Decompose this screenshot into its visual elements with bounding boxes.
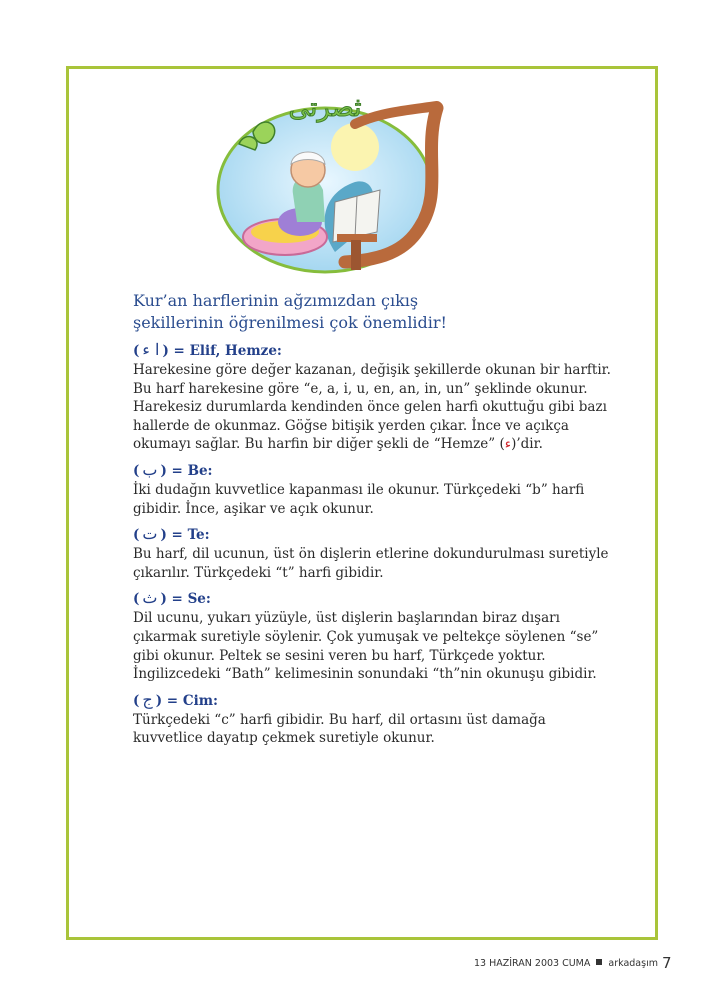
footer-magazine: arkadaşım <box>608 958 658 969</box>
letter-description: Bu harf, dil ucunun, üst ön dişlerin etlerine dokundurulması suretiyle çıkarılır. Türkçedeki “t” harfi gibidir. <box>133 546 609 581</box>
letter-description: İki dudağın kuvvetlice kapanması ile okunur. Türkçedeki “b” harfi gibidir. İnce, aşikar ve açık okunur. <box>133 481 585 517</box>
letter-heading: ( ا ء ) = Elif, Hemze: <box>133 340 282 359</box>
letter-name: Cim: <box>182 692 218 709</box>
letter-entry-be <box>133 460 613 518</box>
headline-line-2: şekillerinin öğrenilmesi çok önemlidir! <box>133 313 447 332</box>
letter-heading: ( ج ) = Cim: <box>133 689 218 709</box>
arabic-letter: ث <box>142 588 158 608</box>
arabic-letter: ا ء <box>142 340 160 359</box>
footer-date: 13 HAZİRAN 2003 CUMA <box>474 958 591 969</box>
headline <box>133 290 613 334</box>
page-footer <box>474 954 672 972</box>
letter-entry-se <box>133 588 613 683</box>
reading-child-illustration <box>205 82 475 282</box>
arabic-letter: ب <box>142 459 158 479</box>
article-content <box>133 290 613 754</box>
letter-description: Dil ucunu, yukarı yüzüyle, üst dişlerin başlarından biraz dışarı çıkarmak suretiyle söylenir. Çok yumuşak ve peltekçe söylenen “se” gibi okunur. Peltek se sesini veren bu harf, Türkçede yoktur. İngilizcedeki “Bath” kelimesinin sonundaki “th”nin okunuşu gibidir. <box>133 610 599 683</box>
hemze-mark: ء <box>504 436 512 453</box>
letter-name: Se: <box>187 591 211 608</box>
letter-description <box>133 361 613 454</box>
letter-description: Türkçedeki “c” harfi gibidir. Bu harf, dil ortasını üst damağa kuvvetlice dayatıp çekmek suretiyle okunur. <box>133 711 546 747</box>
page-number: 7 <box>661 954 672 972</box>
description-text: Harekesine göre değer kazanan, değişik şekillerde okunan bir harftir. Bu harf harekesine göre “e, a, i, u, en, an, in, un” şeklinde okunur. Harekesiz durumlarda kendinden önce gelen harfi okuttuğu gibi bazı hallerde de okunmaz. Göğse bitişik yerden çıkar. İnce ve açıkça okumayı sağlar. Bu harfin bir diğer şekli de “Hemze” ( <box>133 362 611 453</box>
letter-name: Te: <box>187 527 210 544</box>
letter-name: Elif, Hemze: <box>189 343 282 359</box>
letter-heading: ( ث ) = Se: <box>133 588 211 608</box>
letter-entry-cim <box>133 690 613 748</box>
description-text-end: )’dir. <box>511 436 543 453</box>
separator-square-icon <box>596 959 602 965</box>
letter-name: Be: <box>187 462 213 479</box>
arabic-letter: ت <box>142 524 158 544</box>
headline-line-1: Kur’an harflerinin ağzımızdan çıkış <box>133 291 419 310</box>
illustration-arabic-letters: ثصرتى <box>288 93 362 123</box>
letter-entry-te <box>133 524 613 582</box>
letter-heading: ( ت ) = Te: <box>133 524 210 544</box>
letter-entry-elif <box>133 340 613 454</box>
arabic-letter: ج <box>142 689 153 709</box>
letter-heading: ( ب ) = Be: <box>133 459 213 479</box>
